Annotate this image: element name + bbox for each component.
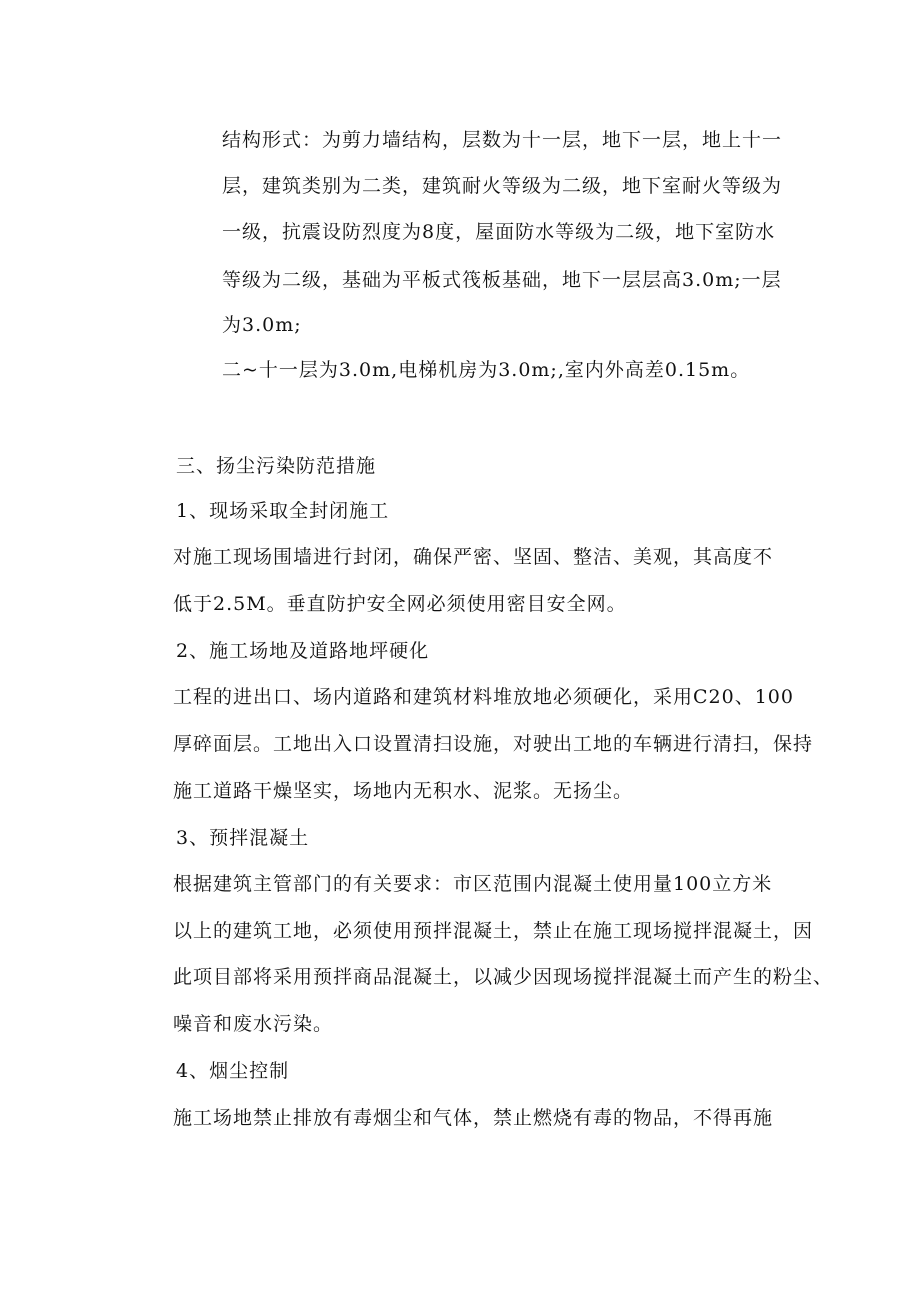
paragraph-line: 此项目部将采用预拌商品混凝土，以减少因现场搅拌混凝土而产生的粉尘、 — [173, 966, 834, 988]
structure-line: 为3.0m; — [222, 314, 302, 336]
paragraph-line: 对施工现场围墙进行封闭，确保严密、坚固、整洁、美观，其高度不 — [173, 546, 774, 568]
section-heading: 三、扬尘污染防范措施 — [176, 455, 377, 477]
structure-line: 等级为二级，基础为平板式筏板基础，地下一层层高3.0m;一层 — [222, 269, 782, 291]
item-title: 1、现场采取全封闭施工 — [176, 500, 390, 522]
structure-line: 层，建筑类别为二类，建筑耐火等级为二级，地下室耐火等级为 — [222, 175, 783, 197]
paragraph-line: 施工场地禁止排放有毒烟尘和气体，禁止燃烧有毒的物品，不得再施 — [173, 1107, 774, 1129]
item-title: 4、烟尘控制 — [176, 1060, 290, 1082]
paragraph-line: 施工道路干燥坚实，场地内无积水、泥浆。无扬尘。 — [173, 780, 634, 802]
paragraph-line: 噪音和废水污染。 — [173, 1013, 334, 1035]
item-title: 3、预拌混凝土 — [176, 827, 310, 849]
paragraph-line: 以上的建筑工地，必须使用预拌混凝土，禁止在施工现场搅拌混凝土，因 — [173, 920, 814, 942]
item-title: 2、施工场地及道路地坪硬化 — [176, 640, 430, 662]
paragraph-line: 根据建筑主管部门的有关要求：市区范围内混凝土使用量100立方米 — [173, 873, 773, 895]
structure-line: 二~十一层为3.0m,电梯机房为3.0m;,室内外高差0.15m。 — [222, 359, 751, 381]
structure-line: 一级，抗震设防烈度为8度，屋面防水等级为二级，地下室防水 — [222, 221, 776, 243]
paragraph-line: 工程的进出口、场内道路和建筑材料堆放地必须硬化，采用C20、100 — [173, 686, 794, 708]
paragraph-line: 厚碎面层。工地出入口设置清扫设施，对驶出工地的车辆进行清扫，保持 — [173, 733, 814, 755]
paragraph-line: 低于2.5M。垂直防护安全网必须使用密目安全网。 — [173, 593, 627, 615]
structure-line: 结构形式：为剪力墙结构，层数为十一层，地下一层，地上十一 — [222, 129, 783, 151]
